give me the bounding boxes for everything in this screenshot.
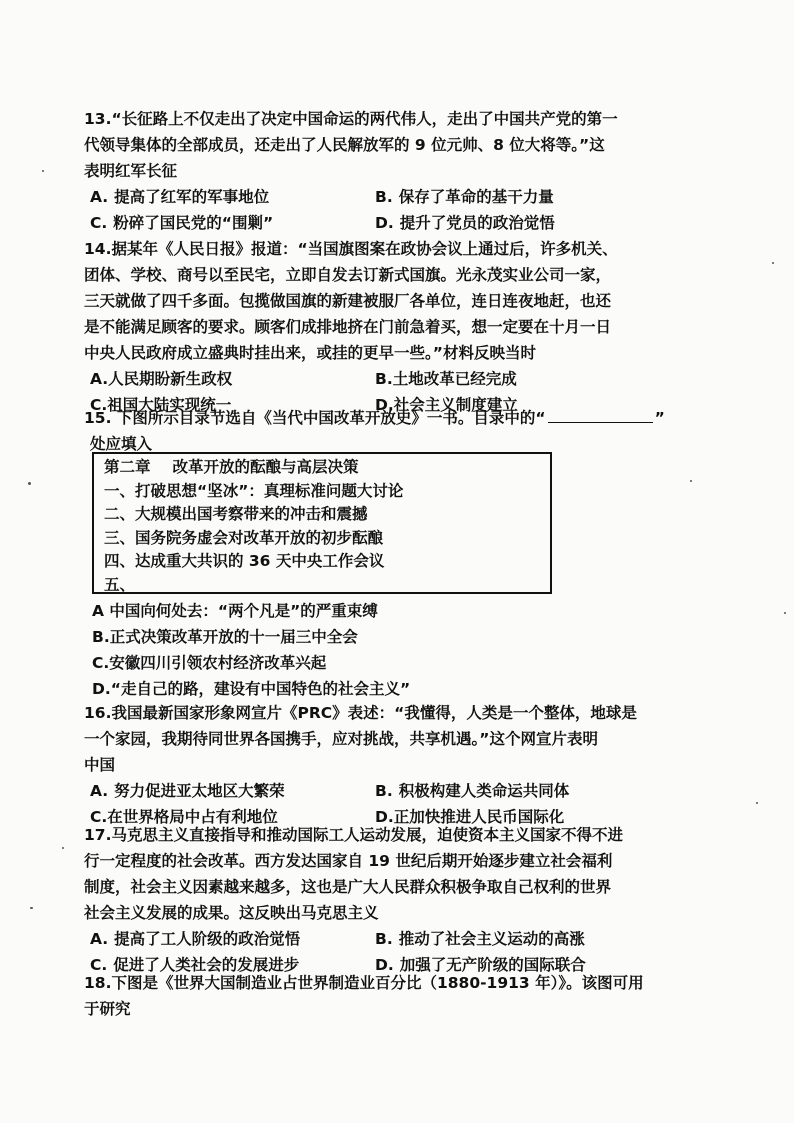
option-b: B. 积极构建人类命运共同体 (375, 782, 570, 800)
option-d: D. 提升了党员的政治觉悟 (375, 214, 555, 232)
question-stem-line: 18.下图是《世界大国制造业占世界制造业百分比（1880-1913 年）》。该图可用 (84, 974, 644, 992)
question-number: 13. (84, 110, 112, 128)
scan-speck (62, 847, 64, 849)
answer-blank (548, 404, 653, 423)
question-number: 15. (84, 409, 112, 427)
scan-speck (690, 480, 692, 482)
question-number: 18. (84, 974, 112, 992)
question-stem-line: 是不能满足顾客的要求。顾客们成排地挤在门前急着买，想一定要在十月一日 (84, 318, 612, 336)
question-stem-line: 处应填入 (90, 435, 153, 453)
question-number: 14. (84, 240, 112, 258)
question-stem-line: 17.马克思主义直接指导和推动国际工人运动发展，迫使资本主义国家不得不进 (84, 826, 623, 844)
question-stem-line: 13.“长征路上不仅走出了决定中国命运的两代伟人，走出了中国共产党的第一 (84, 110, 618, 128)
question-15-options (84, 598, 744, 702)
scan-speck (28, 482, 31, 485)
question-15 (84, 404, 744, 457)
question-13 (84, 106, 744, 236)
scan-speck (784, 612, 786, 614)
option-c: C.祖国大陆实现统一 (90, 396, 232, 414)
question-18 (84, 970, 744, 1022)
table-of-contents-box (92, 452, 552, 594)
option-c: C. 促进了人类社会的发展进步 (90, 956, 300, 974)
question-stem-line: 表明红军长征 (84, 162, 178, 180)
option-a: A. 提高了红军的军事地位 (90, 188, 270, 206)
scan-speck (772, 262, 774, 264)
question-number: 16. (84, 704, 112, 722)
option-a: A.人民期盼新生政权 (90, 370, 233, 388)
question-stem-line: 16.我国最新国家形象网宣片《PRC》表述：“我懂得，人类是一个整体，地球是 (84, 704, 637, 722)
question-stem-line: 15. 下图所示目录节选自《当代中国改革开放史》一书。目录中的“ ” (84, 404, 744, 431)
option-a: A 中国向何处去：“两个凡是”的严重束缚 (92, 602, 378, 620)
option-c: C. 粉碎了国民党的“围剿” (90, 214, 274, 232)
option-d: D.“走自己的路，建设有中国特色的社会主义” (92, 680, 411, 698)
question-stem-line: 中国 (84, 756, 116, 774)
toc-item: 四、达成重大共识的 36 天中央工作会议 (104, 552, 385, 570)
question-14 (84, 236, 744, 418)
scan-speck (30, 907, 33, 909)
scan-speck (756, 802, 758, 804)
toc-item: 一、打破思想“坚冰”：真理标准问题大讨论 (104, 481, 404, 500)
question-stem-line: 三天就做了四千多面。包揽做国旗的新建被服厂各单位，连日连夜地赶，也还 (84, 292, 612, 310)
question-stem-line: 行一定程度的社会改革。西方发达国家自 19 世纪后期开始逐步建立社会福利 (84, 852, 613, 870)
option-c: C.在世界格局中占有利地位 (90, 808, 278, 826)
option-d: D.社会主义制度建立 (375, 396, 518, 414)
question-stem-line: 代领导集体的全部成员，还走出了人民解放军的 9 位元帅、8 位大将等。”这 (84, 136, 605, 154)
option-b: B.土地改革已经完成 (375, 370, 517, 388)
option-b: B. 推动了社会主义运动的高涨 (375, 930, 585, 948)
option-b: B.正式决策改革开放的十一届三中全会 (92, 628, 358, 646)
question-stem-line: 于研究 (84, 1000, 131, 1018)
option-b: B. 保存了革命的基干力量 (375, 188, 554, 206)
options (84, 184, 744, 236)
toc-item: 三、国务院务虚会对改革开放的初步酝酿 (104, 528, 384, 547)
question-stem-line: 14.据某年《人民日报》报道：“当国旗图案在政协会议上通过后，许多机关、 (84, 240, 618, 258)
question-16 (84, 700, 744, 830)
option-c: C.安徽四川引领农村经济改革兴起 (92, 654, 327, 672)
question-stem-line: 社会主义发展的成果。这反映出马克思主义 (84, 904, 379, 922)
question-stem-line: 制度，社会主义因素越来越多，这也是广大人民群众积极争取自己权利的世界 (84, 878, 612, 896)
question-stem-line: 一个家园，我期待同世界各国携手，应对挑战，共享机遇。”这个网宣片表明 (84, 730, 598, 748)
toc-item: 二、大规模出国考察带来的冲击和震撼 (104, 505, 368, 523)
question-number: 17. (84, 826, 112, 844)
option-a: A. 努力促进亚太地区大繁荣 (90, 782, 285, 800)
option-d: D. 加强了无产阶级的国际联合 (375, 956, 586, 974)
toc-item: 五、 (104, 575, 136, 594)
scan-speck (42, 170, 44, 172)
question-stem-line: 团体、学校、商号以至民宅，立即自发去订新式国旗。光永茂实业公司一家， (84, 266, 612, 284)
question-17 (84, 822, 744, 978)
toc-chapter-heading: 第二章 改革开放的酝酿与高层决策 (104, 458, 359, 476)
option-d: D.正加快推进人民币国际化 (375, 808, 565, 826)
option-a: A. 提高了工人阶级的政治觉悟 (90, 930, 301, 948)
question-stem-line: 中央人民政府成立盛典时挂出来，或挂的更早一些。”材料反映当时 (84, 344, 536, 362)
